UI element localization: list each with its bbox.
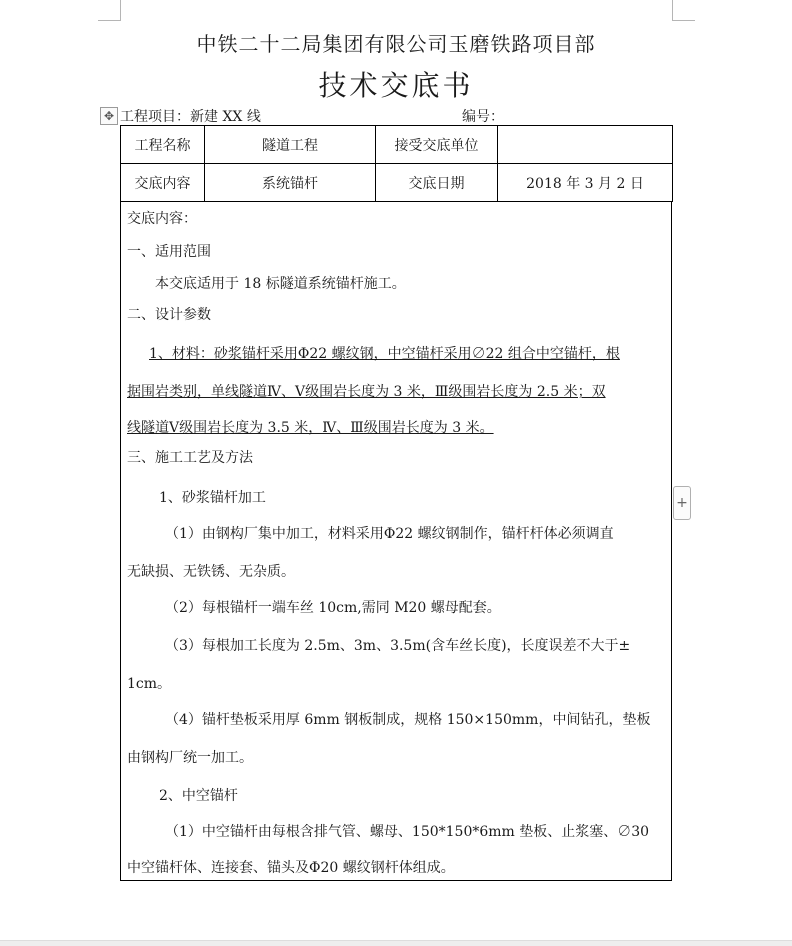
company-heading: 中铁二十二局集团有限公司玉磨铁路项目部 xyxy=(196,32,596,56)
paragraph-line: （3）每根加工长度为 2.5m、3m、3.5m(含车丝长度)，长度误差不大于± xyxy=(165,638,631,654)
paragraph-line: （2）每根锚杆一端车丝 10cm,需同 M20 螺母配套。 xyxy=(165,600,501,616)
document-title: 技术交底书 xyxy=(318,69,474,102)
content-cell[interactable] xyxy=(120,201,672,881)
briefing-date-value[interactable]: 2018 年 3 月 2 日 xyxy=(498,164,673,202)
table-row xyxy=(121,126,673,164)
paragraph-line: （1）由钢构厂集中加工，材料采用Φ22 螺纹钢制作，锚杆杆体必须调直 xyxy=(165,526,614,542)
paragraph-line: 1、材料：砂浆锚杆采用Φ22 螺纹钢，中空锚杆采用∅22 组合中空锚杆，根 xyxy=(149,346,620,362)
page-corner-mark-left xyxy=(98,0,121,21)
receiving-unit-value[interactable] xyxy=(498,126,673,164)
paragraph-line: 本交底适用于 18 标隧道系统锚杆施工。 xyxy=(155,276,406,292)
section-heading: 一、适用范围 xyxy=(127,244,211,260)
section-heading: 二、设计参数 xyxy=(127,307,211,323)
page-corner-mark-right xyxy=(672,0,695,21)
briefing-content-label: 交底内容 xyxy=(121,164,205,202)
paragraph-line: 无缺损、无铁锈、无杂质。 xyxy=(127,564,295,580)
project-name-label: 工程名称 xyxy=(121,126,205,164)
subsection-heading: 2、中空锚杆 xyxy=(159,788,238,804)
table-move-icon[interactable]: ✥ xyxy=(100,107,118,125)
briefing-date-label: 交底日期 xyxy=(376,164,498,202)
info-table xyxy=(120,125,673,202)
briefing-content-value[interactable]: 系统锚杆 xyxy=(205,164,376,202)
paragraph-line: 由钢构厂统一加工。 xyxy=(127,750,253,766)
window-bottom-edge xyxy=(0,940,792,946)
paragraph-line: 线隧道Ⅴ级围岩长度为 3.5 米，Ⅳ、Ⅲ级围岩长度为 3 米。 xyxy=(127,420,494,436)
table-row xyxy=(121,164,673,202)
paragraph-line: 1cm。 xyxy=(127,676,172,692)
add-row-plus-icon[interactable]: + xyxy=(673,486,691,520)
paragraph-line: （1）中空锚杆由每根含排气管、螺母、150*150*6mm 垫板、止浆塞、∅30 xyxy=(165,824,650,840)
subsection-heading: 1、砂浆锚杆加工 xyxy=(159,490,266,506)
receiving-unit-label: 接受交底单位 xyxy=(376,126,498,164)
paragraph-line: （4）锚杆垫板采用厚 6mm 钢板制成，规格 150×150mm，中间钻孔，垫板 xyxy=(165,712,651,728)
paragraph-line: 中空锚杆体、连接套、锚头及Φ20 螺纹钢杆体组成。 xyxy=(127,860,455,876)
section-heading: 三、施工工艺及方法 xyxy=(127,450,253,466)
serial-number-label: 编号： xyxy=(462,109,504,125)
project-label: 工程项目：新建 XX 线 xyxy=(120,109,261,125)
content-heading: 交底内容： xyxy=(127,211,197,227)
paragraph-line: 据围岩类别，单线隧道Ⅳ、Ⅴ级围岩长度为 3 米，Ⅲ级围岩长度为 2.5 米；双 xyxy=(127,384,606,400)
project-name-value[interactable]: 隧道工程 xyxy=(205,126,376,164)
